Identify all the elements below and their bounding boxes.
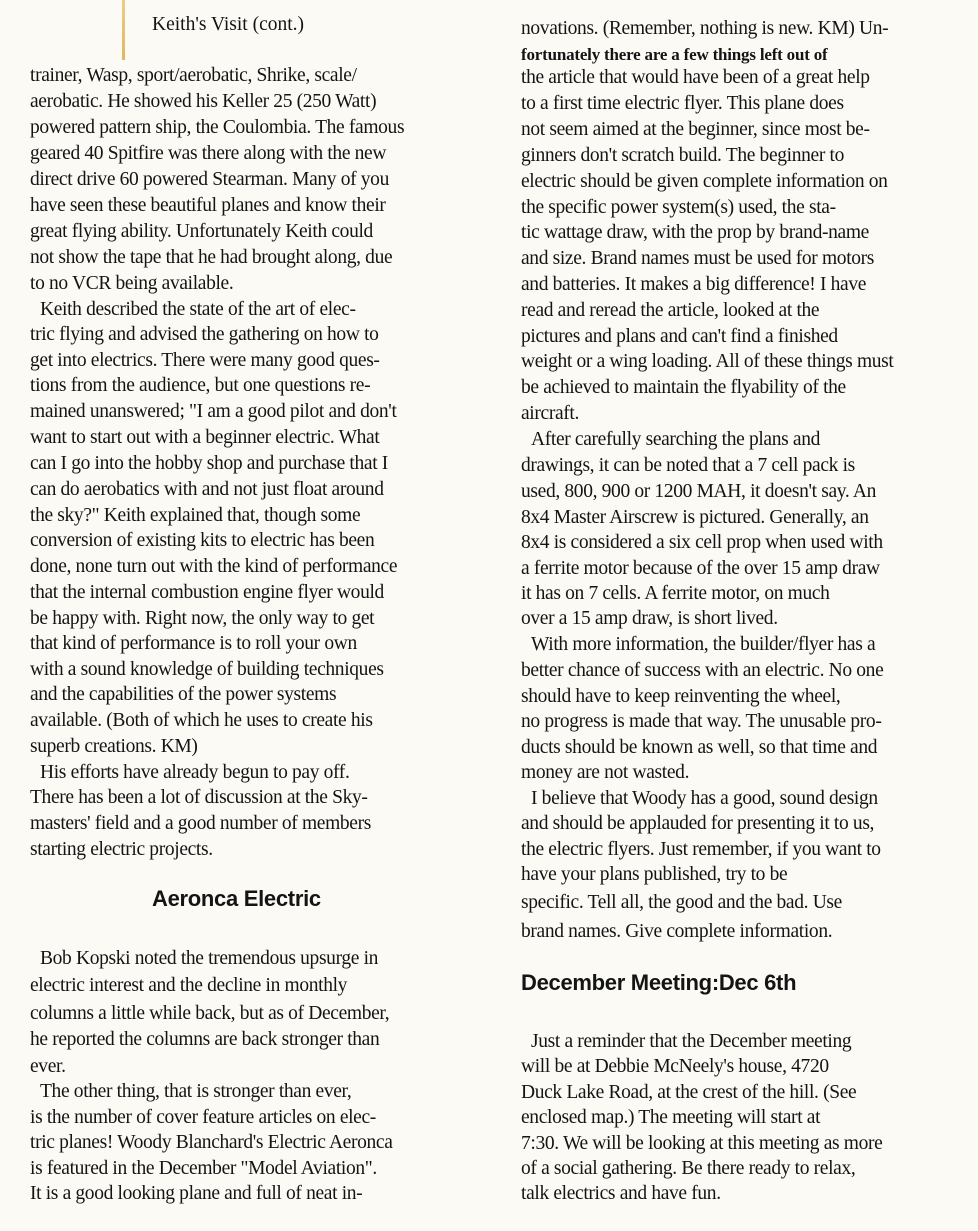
text-line: aircraft. bbox=[521, 403, 580, 424]
text-line: His efforts have already begun to pay off. bbox=[40, 762, 350, 783]
text-line: ginners don't scratch build. The beginner to bbox=[521, 145, 844, 166]
text-line: geared 40 Spitfire was there along with the new bbox=[30, 143, 387, 164]
text-line: 8x4 Master Airscrew is pictured. Generally, an bbox=[521, 507, 869, 528]
text-line: be achieved to maintain the flyability of the bbox=[521, 377, 846, 398]
text-line: the electric flyers. Just remember, if you want to bbox=[521, 839, 881, 860]
text-line: that the internal combustion engine flyer would bbox=[30, 582, 384, 603]
text-line: of a social gathering. Be there ready to relax, bbox=[521, 1158, 856, 1179]
text-line: powered pattern ship, the Coulombia. The famous bbox=[30, 117, 405, 138]
text-line: the specific power system(s) used, the sta- bbox=[521, 197, 836, 218]
text-line: Duck Lake Road, at the crest of the hill. (See bbox=[521, 1082, 857, 1103]
text-line: be happy with. Right now, the only way to get bbox=[30, 608, 375, 629]
text-line: tric flying and advised the gathering on how to bbox=[30, 324, 379, 345]
text-line: tric planes! Woody Blanchard's Electric Aeronca bbox=[30, 1132, 393, 1153]
paper-fold-mark bbox=[122, 0, 125, 60]
text-line: tic wattage draw, with the prop by brand-name bbox=[521, 222, 869, 243]
text-line: weight or a wing loading. All of these things must bbox=[521, 351, 894, 372]
text-line: enclosed map.) The meeting will start at bbox=[521, 1107, 821, 1128]
text-line: Keith described the state of the art of elec- bbox=[40, 299, 356, 320]
text-line: and batteries. It makes a big difference! I have bbox=[521, 274, 867, 295]
text-line: no progress is made that way. The unusable pro- bbox=[521, 711, 882, 732]
text-line: used, 800, 900 or 1200 MAH, it doesn't say. An bbox=[521, 481, 877, 502]
text-line: not show the tape that he had brought along, due bbox=[30, 247, 393, 268]
text-line: not seem aimed at the beginner, since most be- bbox=[521, 119, 870, 140]
text-line: have seen these beautiful planes and know their bbox=[30, 195, 386, 216]
text-line: talk electrics and have fun. bbox=[521, 1183, 721, 1204]
text-line: drawings, it can be noted that a 7 cell pack is bbox=[521, 455, 855, 476]
text-line: and should be applauded for presenting it to us, bbox=[521, 813, 875, 834]
text-line: want to start out with a beginner electric. What bbox=[30, 427, 380, 448]
text-line: brand names. Give complete information. bbox=[521, 921, 833, 942]
text-line: to no VCR being available. bbox=[30, 273, 234, 294]
text-line: novations. (Remember, nothing is new. KM) Un- bbox=[521, 18, 889, 39]
text-line: great flying ability. Unfortunately Keith could bbox=[30, 221, 373, 242]
text-line: is featured in the December "Model Aviation". bbox=[30, 1158, 377, 1179]
text-line: is the number of cover feature articles on elec- bbox=[30, 1107, 376, 1128]
text-line: should have to keep reinventing the wheel, bbox=[521, 686, 841, 707]
text-line: can do aerobatics with and not just float around bbox=[30, 479, 384, 500]
text-line: The other thing, that is stronger than ever, bbox=[40, 1081, 352, 1102]
text-line: After carefully searching the plans and bbox=[531, 429, 821, 450]
text-line: 7:30. We will be looking at this meeting as more bbox=[521, 1133, 883, 1154]
keiths-visit-cont-title: Keith's Visit (cont.) bbox=[152, 14, 305, 35]
text-line: With more information, the builder/flyer has a bbox=[531, 634, 876, 655]
text-line: mained unanswered; "I am a good pilot and don't bbox=[30, 401, 397, 422]
text-line: done, none turn out with the kind of performance bbox=[30, 556, 398, 577]
text-line: There has been a lot of discussion at the Sky- bbox=[30, 787, 368, 808]
text-line: specific. Tell all, the good and the bad. Use bbox=[521, 892, 842, 913]
text-line: better chance of success with an electric. No one bbox=[521, 660, 884, 681]
text-line: conversion of existing kits to electric has been bbox=[30, 530, 375, 551]
text-line: money are not wasted. bbox=[521, 762, 690, 783]
text-line: pictures and plans and can't find a finished bbox=[521, 326, 838, 347]
aeronca-electric-heading: Aeronca Electric bbox=[152, 886, 321, 911]
text-line: tions from the audience, but one questions re- bbox=[30, 375, 371, 396]
text-line: get into electrics. There were many good ques- bbox=[30, 350, 380, 371]
december-meeting-heading: December Meeting:Dec 6th bbox=[521, 970, 797, 995]
text-line: the article that would have been of a great help bbox=[521, 67, 870, 88]
text-line: can I go into the hobby shop and purchase that I bbox=[30, 453, 388, 474]
text-line: direct drive 60 powered Stearman. Many of you bbox=[30, 169, 389, 190]
text-line: ever. bbox=[30, 1056, 66, 1077]
text-line: and the capabilities of the power systems bbox=[30, 684, 337, 705]
text-line: the sky?" Keith explained that, though some bbox=[30, 505, 361, 526]
text-line: trainer, Wasp, sport/aerobatic, Shrike, scale/ bbox=[30, 65, 357, 86]
text-line: 8x4 is considered a six cell prop when used with bbox=[521, 532, 883, 553]
text-line: available. (Both of which he uses to create his bbox=[30, 710, 373, 731]
text-line: a ferrite motor because of the over 15 amp draw bbox=[521, 558, 880, 579]
text-line: starting electric projects. bbox=[30, 839, 213, 860]
text-line: electric should be given complete information on bbox=[521, 171, 888, 192]
text-line: and size. Brand names must be used for motors bbox=[521, 248, 875, 269]
text-line: read and reread the article, looked at the bbox=[521, 300, 820, 321]
text-line: Bob Kopski noted the tremendous upsurge in bbox=[40, 948, 379, 969]
text-line: It is a good looking plane and full of neat in- bbox=[30, 1183, 363, 1204]
text-line: masters' field and a good number of members bbox=[30, 813, 371, 834]
text-line: I believe that Woody has a good, sound design bbox=[531, 788, 878, 809]
text-line: to a first time electric flyer. This plane does bbox=[521, 93, 844, 114]
text-line: he reported the columns are back stronger than bbox=[30, 1029, 380, 1050]
text-line: it has on 7 cells. A ferrite motor, on much bbox=[521, 583, 830, 604]
text-line: electric interest and the decline in monthly bbox=[30, 975, 348, 996]
text-line: ducts should be known as well, so that time and bbox=[521, 737, 878, 758]
text-line: have your plans published, try to be bbox=[521, 864, 788, 885]
text-line: fortunately there are a few things left out of bbox=[521, 45, 828, 64]
text-line: columns a little while back, but as of December, bbox=[30, 1003, 390, 1024]
text-line: will be at Debbie McNeely's house, 4720 bbox=[521, 1056, 829, 1077]
text-line: that kind of performance is to roll your own bbox=[30, 633, 357, 654]
text-line: superb creations. KM) bbox=[30, 736, 198, 757]
text-line: over a 15 amp draw, is short lived. bbox=[521, 608, 778, 629]
text-line: aerobatic. He showed his Keller 25 (250 Watt) bbox=[30, 91, 377, 112]
text-line: with a sound knowledge of building techniques bbox=[30, 659, 384, 680]
text-line: Just a reminder that the December meeting bbox=[531, 1031, 852, 1052]
